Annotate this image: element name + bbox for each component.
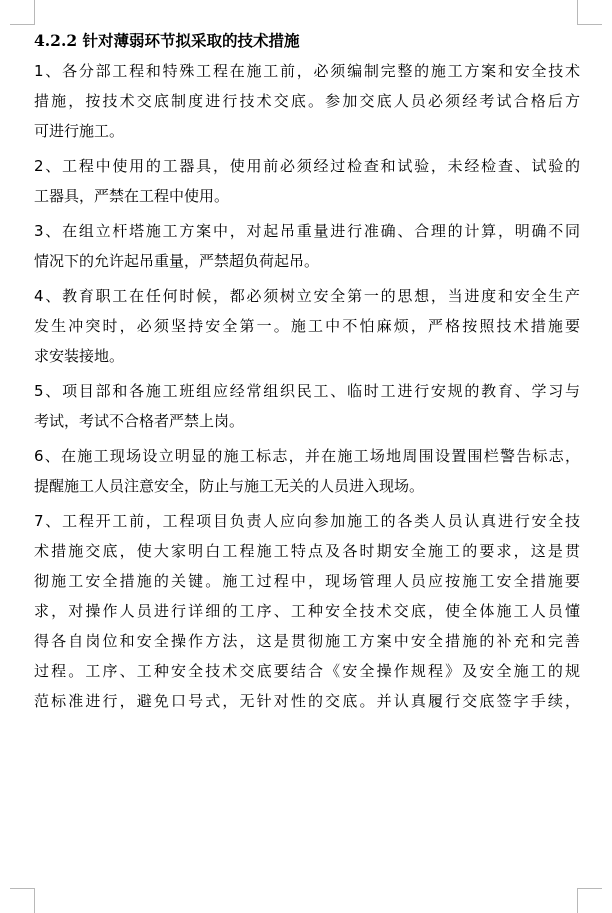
crop-mark-top-right	[577, 0, 602, 25]
paragraph-line: 可进行施工。	[34, 122, 125, 140]
paragraph-line: 4、教育职工在任何时候，都必须树立安全第一的思想，当进度和安全生产	[34, 287, 580, 305]
paragraph-line: 求，对操作人员进行详细的工序、工种安全技术交底，使全体施工人员懂	[34, 602, 580, 620]
crop-mark-top-left	[10, 0, 35, 25]
section-heading: 4.2.2 针对薄弱环节拟采取的技术措施	[34, 31, 300, 50]
paragraph-line: 工器具，严禁在工程中使用。	[34, 187, 230, 205]
paragraph-line: 1、各分部工程和特殊工程在施工前，必须编制完整的施工方案和安全技术	[34, 62, 580, 80]
paragraph-line: 彻施工安全措施的关键。施工过程中，现场管理人员应按施工安全措施要	[34, 572, 580, 590]
paragraph-line: 7、工程开工前，工程项目负责人应向参加施工的各类人员认真进行安全技	[34, 512, 580, 530]
paragraph-line: 2、工程中使用的工器具，使用前必须经过检查和试验，未经检查、试验的	[34, 157, 580, 175]
document-body	[34, 30, 580, 721]
paragraph-line: 范标准进行，避免口号式，无针对性的交底。并认真履行交底签字手续，	[34, 692, 580, 710]
paragraph-line: 考试，考试不合格者严禁上岗。	[34, 412, 245, 430]
paragraph-line: 求安装接地。	[34, 347, 125, 365]
paragraph-line: 措施，按技术交底制度进行技术交底。参加交底人员必须经考试合格后方	[34, 92, 580, 110]
crop-mark-bottom-left	[10, 888, 35, 913]
paragraph-5	[34, 376, 580, 436]
paragraph-3	[34, 216, 580, 276]
paragraph-line: 术措施交底，使大家明白工程施工特点及各时期安全施工的要求，这是贯	[34, 542, 580, 560]
paragraph-line: 情况下的允许起吊重量，严禁超负荷起吊。	[34, 252, 320, 270]
paragraph-4	[34, 281, 580, 371]
paragraph-1	[34, 56, 580, 146]
paragraph-line: 5、项目部和各施工班组应经常组织民工、临时工进行安规的教育、学习与	[34, 382, 580, 400]
paragraph-line: 得各自岗位和安全操作方法，这是贯彻施工方案中安全措施的补充和完善	[34, 632, 580, 650]
paragraph-line: 提醒施工人员注意安全，防止与施工无关的人员进入现场。	[34, 477, 425, 495]
paragraph-line: 6、在施工现场设立明显的施工标志，并在施工场地周围设置围栏警告标志，	[34, 447, 580, 465]
paragraph-7	[34, 506, 580, 716]
paragraph-line: 过程。工序、工种安全技术交底要结合《安全操作规程》及安全施工的规	[34, 662, 580, 680]
paragraph-2	[34, 151, 580, 211]
paragraph-line: 发生冲突时，必须坚持安全第一。施工中不怕麻烦，严格按照技术措施要	[34, 317, 580, 335]
paragraph-line: 3、在组立杆塔施工方案中，对起吊重量进行准确、合理的计算，明确不同	[34, 222, 580, 240]
crop-mark-bottom-right	[577, 888, 602, 913]
paragraph-6	[34, 441, 580, 501]
